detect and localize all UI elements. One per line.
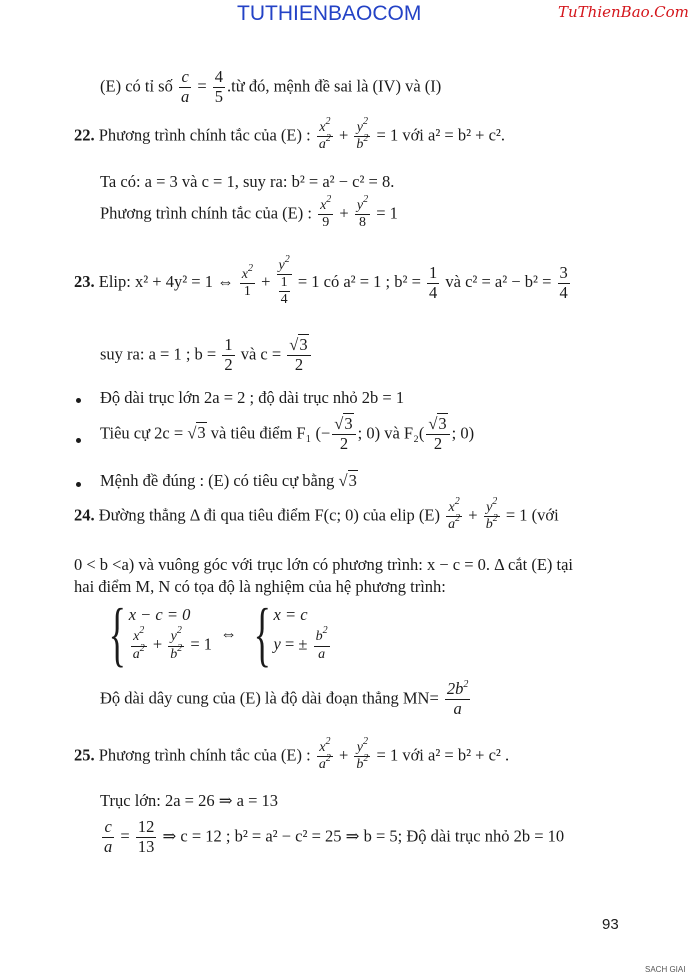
bullet-dot [76,482,81,487]
problem-25-line3: $\frac{c}{a}$ = $\frac{12}{13}$ ⇒ c = 12 ; b² = a² − c² = 25 ⇒ b = 5; Độ dài trục nhỏ 2b = 10 [104,817,565,856]
problem-22-line2: Ta có: a = 3 và c = 1, suy ra: b² = a² − c² = 8. [100,172,395,191]
footer-brand: SACH GIAI [645,965,686,974]
problem-25-line1: 25. Phương trình chính tắc của (E) : $\frac{x^2}{a^2}$ + $\frac{y^2}{b^2}$ = 1 với a² = b² + c² . [74,736,510,773]
problem-24-chord: Độ dài dây cung của (E) là độ dài đoạn thẳng MN= $\frac{2b^2}{a}$ [100,679,469,718]
bullet-dot [76,438,81,443]
site-header: TUTHIENBAOCOM [237,2,422,25]
problem-22-line3: Phương trình chính tắc của (E) : $\frac{x^2}{9}$ + $\frac{y^2}{8}$ = 1 [100,194,398,231]
system-of-equations: { x − c = 0 $\frac{x^2}{a^2}$ + $\frac{y^2}{b^2}$ = 1 ⇔ { x = c y = ± $\frac{b^2}{a}$ [108,594,328,674]
problem-23-line2: suy ra: a = 1 ; b = $\frac{1}{2}$ và c = $\frac{√3}{2}$ [100,336,313,375]
problem-24-line1: 24. Đường thẳng Δ đi qua tiêu điểm F(c; 0) của elip (E) $\frac{x^2}{a^2}$ + $\frac{y^2}{b^2}$ = 1 (với [74,496,559,533]
bullet-axes: Độ dài trục lớn 2a = 2 ; độ dài trục nhỏ 2b = 1 [100,388,405,407]
bullet-correct-statement: Mệnh đề đúng : (E) có tiêu cự bằng √3 [100,471,357,490]
page-number: 93 [602,916,619,933]
site-logo: TuThienBao.Com [558,3,689,21]
problem-25-line2: Trục lớn: 2a = 26 ⇒ a = 13 [100,791,279,810]
problem-24-line2: 0 < b <a) và vuông góc với trục lớn có phương trình: x − c = 0. Δ cắt (E) tại [74,555,574,574]
problem-22-line1: 22. Phương trình chính tắc của (E) : $\frac{x^2}{a^2}$ + $\frac{y^2}{b^2}$ = 1 với a² = b² + c². [74,116,505,153]
bullet-foci: Tiêu cự 2c = √3 và tiêu điểm F₁ (− $\frac{√3}{2}$ ; 0) và F₂( $\frac{√3}{2}$ ; 0) [100,414,475,453]
problem-24-line3: hai điểm M, N có tọa độ là nghiệm của hệ phương trình: [74,577,446,596]
problem-23-line1: 23. Elip: x² + 4y² = 1 ⇔ $\frac{x^2}{1}$ + $\frac{y^2}{\frac{1}{4}}$ = 1 có a² = 1 ; b² = $\frac{1}{4}$ và c² = a² − b² = $\frac{3}{4}$ [74,254,568,308]
line-e-ratio: (E) có tỉ số $\frac{c}{a}$ = $\frac{4}{5}$ .từ đó, mệnh đề sai là (IV) và (I) [100,67,442,106]
bullet-dot [76,398,81,403]
